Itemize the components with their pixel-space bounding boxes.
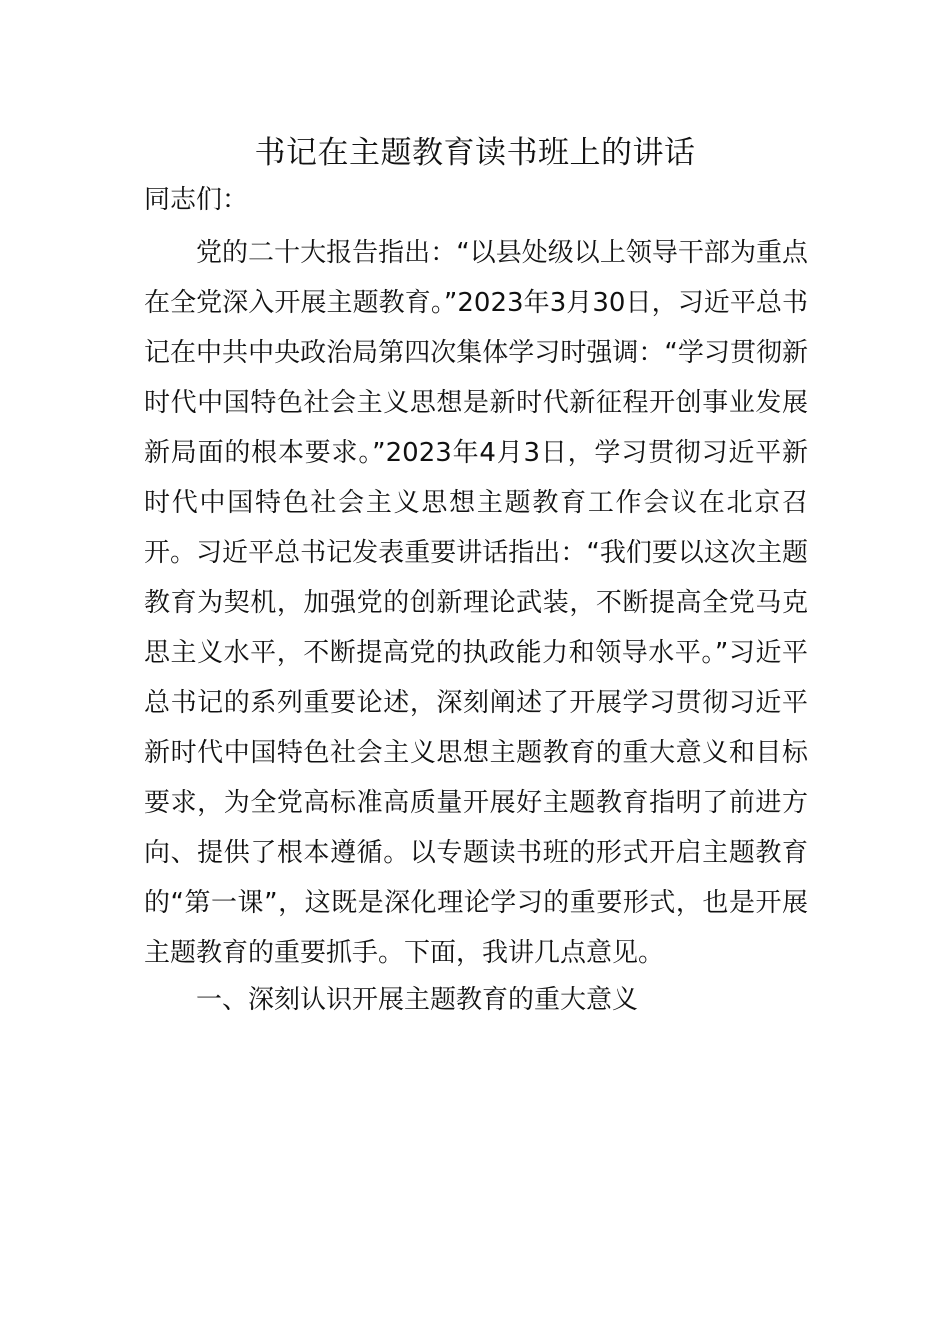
salutation: 同志们： [144,185,249,215]
body-paragraph: 党的二十大报告指出：“以县处级以上领导干部为重点在全党深入开展主题教育。”2023年3月30日，习近平总书记在中共中央政治局第四次集体学习时强调：“学习贯彻新时代中国特色社会主义思想是新时代新征程开创事业发展新局面的根本要求。”2023年4月3日，学习贯彻习近平新时代中国特色社会主义思想主题教育工作会议在北京召开。习近平总书记发表重要讲话指出：“我们要以这次主题教育为契机，加强党的创新理论武装，不断提高全党马克思主义水平，不断提高党的执政能力和领导水平。”习近平总书记的系列重要论述，深刻阐述了开展学习贯彻习近平新时代中国特色社会主义思想主题教育的重大意义和目标要求，为全党高标准高质量开展好主题教育指明了前进方向、提供了根本遵循。以专题读书班的形式开启主题教育的“第一课”，这既是深化理论学习的重要形式，也是开展主题教育的重要抓手。下面，我讲几点意见。 [144,238,808,968]
section-heading: 一、深刻认识开展主题教育的重大意义 [196,985,639,1015]
document-title: 书记在主题教育读书班上的讲话 [254,135,696,171]
